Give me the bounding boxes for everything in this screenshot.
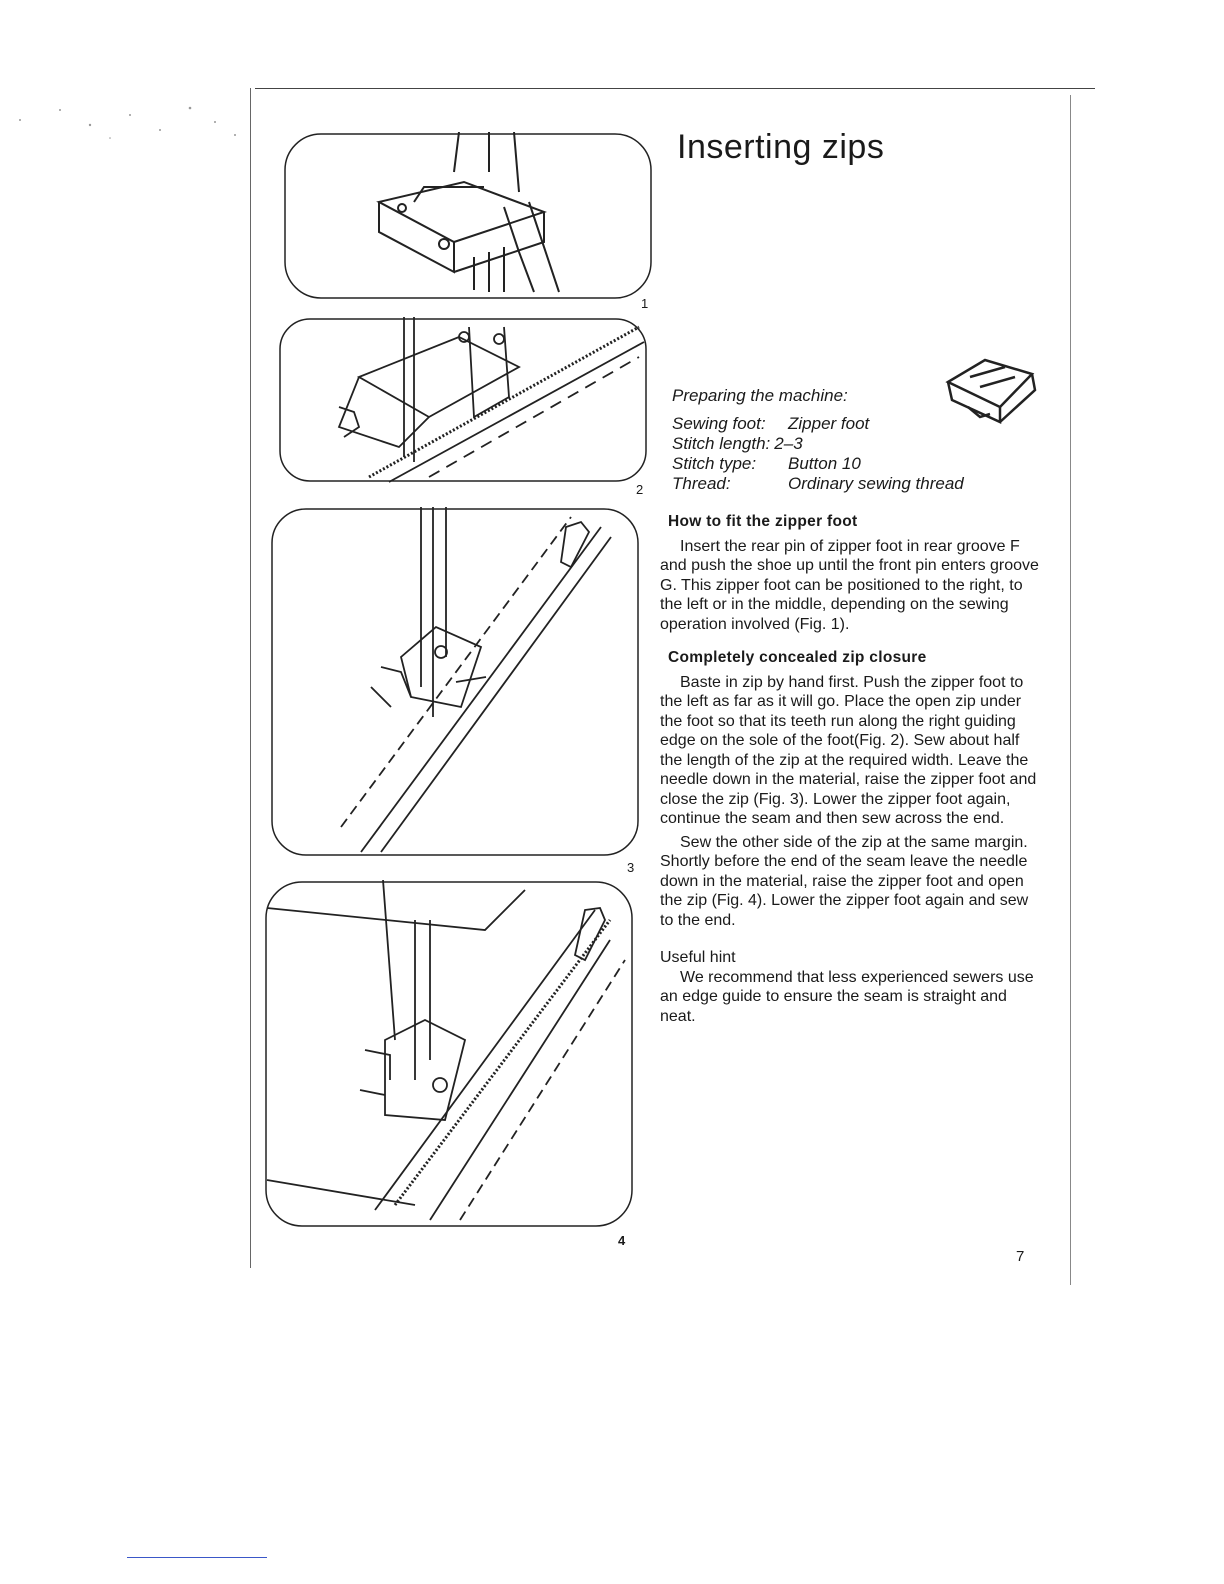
fit-heading: How to fit the zipper foot [668,513,858,530]
figure-1 [284,132,654,302]
scan-border-right [1070,95,1071,1285]
figure-2 [279,317,649,487]
figure-4 [265,880,635,1230]
scan-border-left [250,88,251,1268]
concealed-paragraph-2: Sew the other side of the zip at the same margin. Shortly before the end of the seam leave the needle down in the material, raise the zipper foot and open the zip (Fig. 4). Lower the zipper foot again and sew to the end. [660,833,1029,929]
figure-3-number: 3 [627,860,635,875]
stitch-type-label: Stitch type: [672,454,757,473]
figure-4-number: 4 [618,1233,626,1248]
hint-heading: Useful hint [660,949,736,966]
stitch-length-label: Stitch length: [672,434,771,453]
scan-border-top [255,88,1095,89]
scan-noise [0,80,250,150]
thread-row [672,474,964,494]
sewing-foot-row [672,414,964,434]
figure-2-number: 2 [636,482,644,497]
stitch-length-row [672,434,964,454]
instructions [660,512,1045,1026]
figure-1-number: 1 [641,296,649,311]
thread-label: Thread: [672,474,731,493]
sewing-zip-left-side-icon [271,507,641,859]
zipper-foot-on-zip-icon [279,317,649,487]
page-number: 7 [1016,1248,1025,1265]
page-title: Inserting zips [677,128,885,166]
bottom-link-line [127,1557,267,1558]
thread-value: Ordinary sewing thread [788,474,964,493]
concealed-paragraph-1: Baste in zip by hand first. Push the zipper foot to the left as far as it will go. Place the open zip under the foot so that its teeth run along the right guiding edge on the sole of the foot(Fig. 2). Sew about half the length of the zip at the required width. Leave the needle down in the material, raise the zipper foot and close the zip (Fig. 3). Lower the zipper foot again, continue the seam and then sew across the end. [660,673,1037,827]
sewing-zip-right-side-icon [265,880,635,1230]
fit-paragraph: Insert the rear pin of zipper foot in rear groove F and push the shoe up until the front pin enters groove G. This zipper foot can be positioned to the right, to the left or in the middle, depending on the sewing operation involved (Fig. 1). [660,537,1039,633]
preparing-machine [672,386,964,494]
stitch-type-row [672,454,964,474]
sewing-foot-value: Zipper foot [788,414,870,433]
concealed-heading: Completely concealed zip closure [668,649,927,666]
hint-paragraph: We recommend that less experienced sewers use an edge guide to ensure the seam is straight and neat. [660,968,1034,1025]
stitch-type-value: Button 10 [788,454,861,473]
zipper-foot-closeup-icon [284,132,654,302]
stitch-length-value: 2–3 [774,434,803,453]
sewing-foot-label: Sewing foot: [672,414,766,433]
figure-3 [271,507,641,859]
preparing-heading: Preparing the machine: [672,386,848,405]
